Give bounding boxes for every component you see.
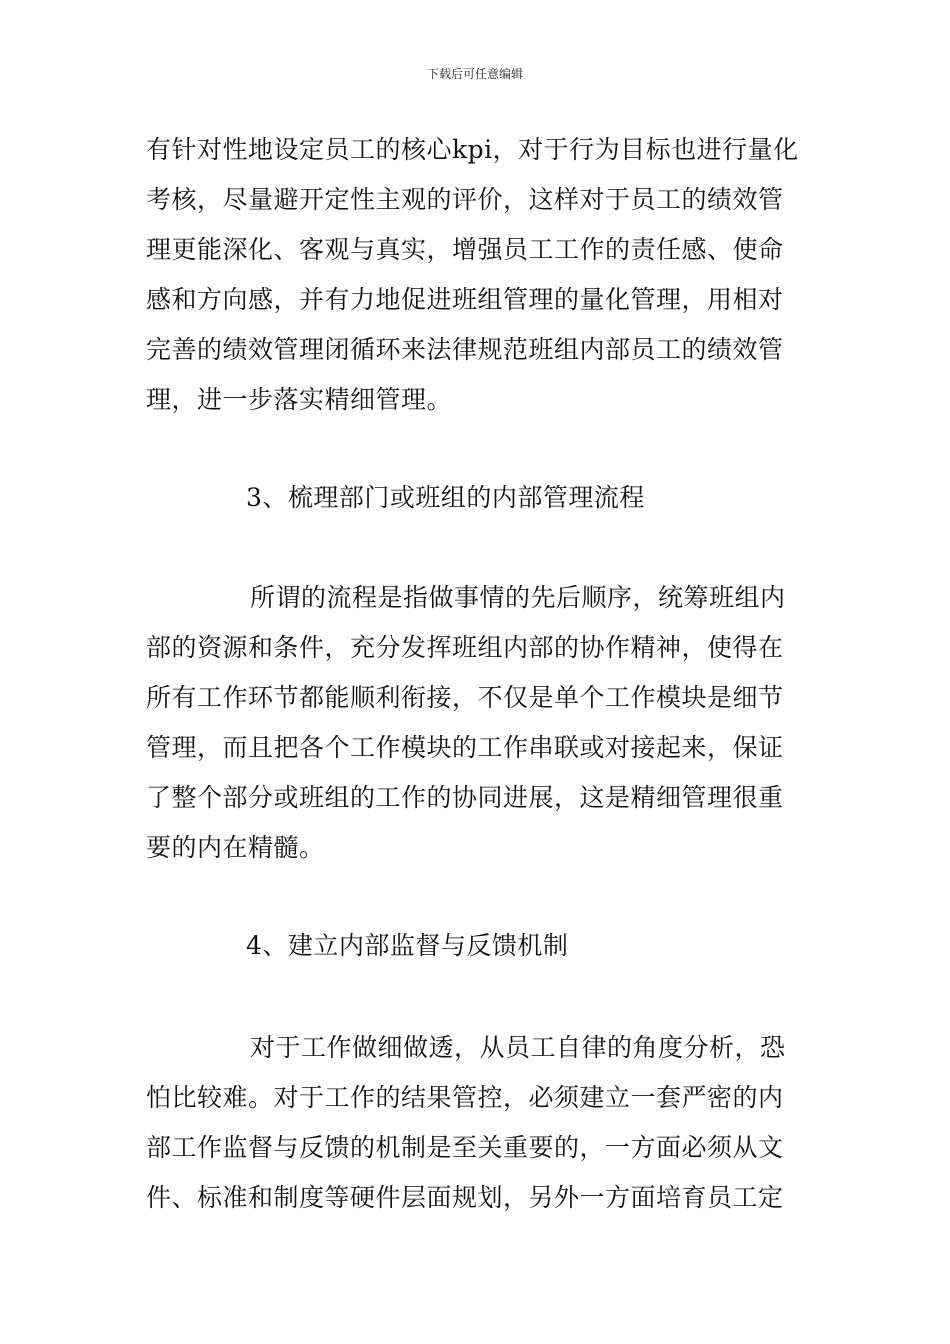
body-line: 对于工作做细做透，从员工自律的角度分析，恐 [250,1033,786,1062]
section-heading: 3、梳理部门或班组的内部管理流程 [246,483,645,512]
body-line: 部工作监督与反馈的机制是至关重要的，一方面必须从文 [146,1133,784,1162]
body-line: 完善的绩效管理闭循环来法律规范班组内部员工的绩效管 [146,335,784,364]
body-line: 感和方向感，并有力地促进班组管理的量化管理，用相对 [146,285,784,314]
body-line: 理更能深化、客观与真实，增强员工工作的责任感、使命 [146,235,784,264]
body-line: 了整个部分或班组的工作的协同进展，这是精细管理很重 [146,783,784,812]
body-line: 所有工作环节都能顺利衔接，不仅是单个工作模块是细节 [146,683,784,712]
body-line: 理，进一步落实精细管理。 [146,385,453,414]
body-line: 部的资源和条件，充分发挥班组内部的协作精神，使得在 [146,633,784,662]
body-line: 考核，尽量避开定性主观的评价，这样对于员工的绩效管 [146,185,784,214]
body-line: 管理，而且把各个工作模块的工作串联或对接起来，保证 [146,733,784,762]
section-heading: 4、建立内部监督与反馈机制 [246,931,569,960]
body-line: 要的内在精髓。 [146,833,325,862]
body-line: 有针对性地设定员工的核心kpi，对于行为目标也进行量化 [146,135,799,164]
body-line: 怕比较难。对于工作的结果管控，必须建立一套严密的内 [146,1083,784,1112]
page-header: 下载后可任意编辑 [426,67,523,81]
body-line: 件、标准和制度等硬件层面规划，另外一方面培育员工定 [146,1183,784,1212]
body-line: 所谓的流程是指做事情的先后顺序，统筹班组内 [250,583,786,612]
